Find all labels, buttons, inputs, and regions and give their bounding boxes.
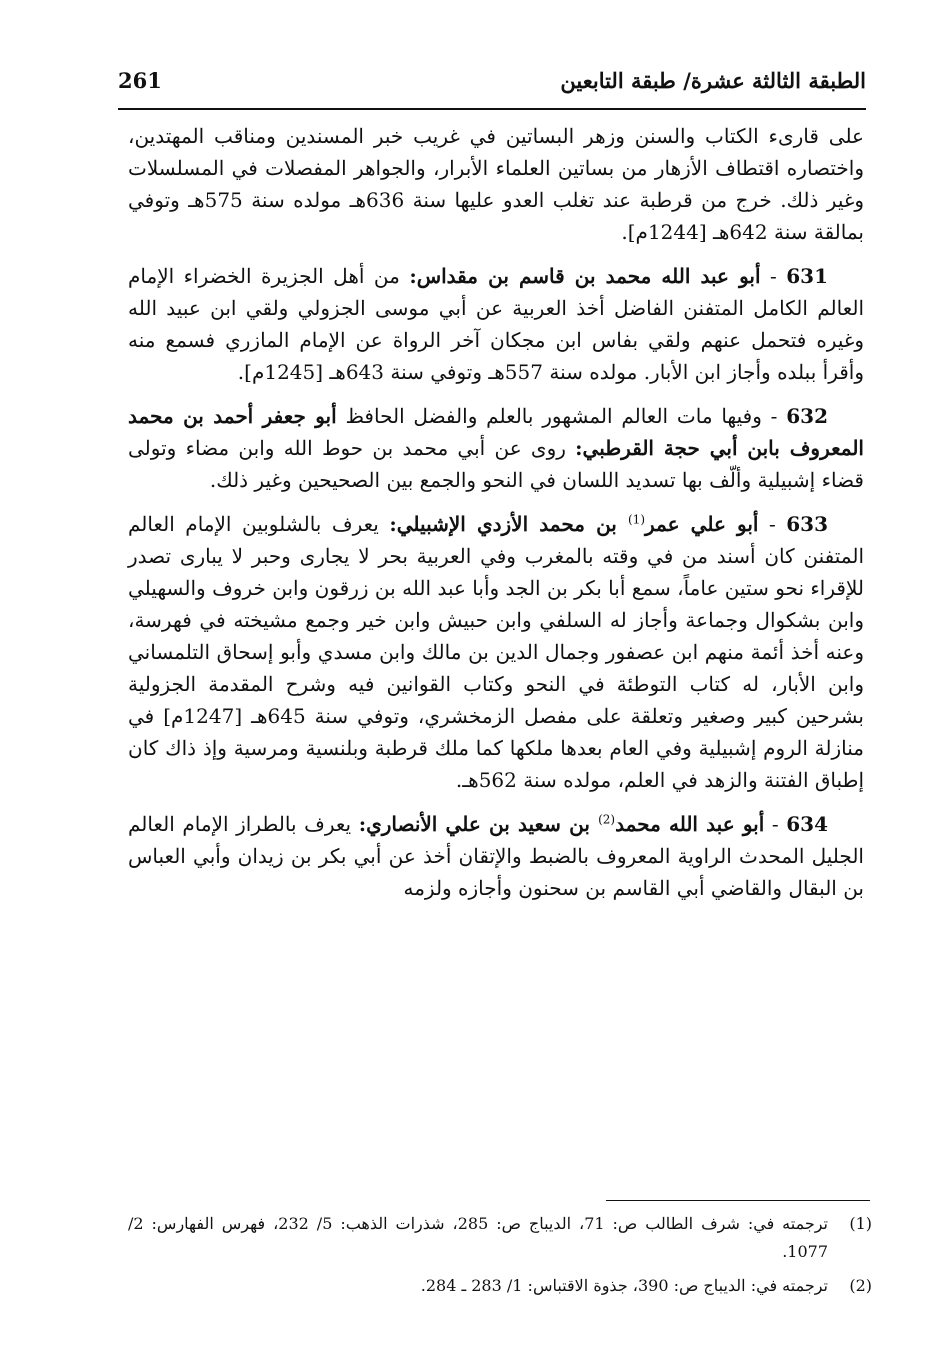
entry-text: من أهل الجزيرة الخضراء الإمام العالم الكامل المتفنن الفاضل أخذ العربية عن أبي موسى الجزولي ولقي ابن عبيد الله وغيره فتحمل عنهم ولقي بفاس ابن مجكان آخر الرواة عن الإمام المازري فسمع منه وأقرأ ببلده وأجاز ابن الأبار. مولده سنة 557هـ وتوفي سنة 643هـ [1245م]. (128, 264, 864, 384)
main-text (128, 120, 864, 916)
footnote-text: ترجمته في: الديباج ص: 390، جذوة الاقتباس: 1/ 283 ـ 284. (420, 1276, 828, 1295)
entry-634 (128, 808, 864, 904)
entry-name: أبو جعفر أحمد بن محمد المعروف بابن أبي حجة القرطبي: (128, 404, 864, 460)
chapter-title: الطبقة الثالثة عشرة/ طبقة التابعين (560, 68, 866, 93)
entry-dash: - (760, 264, 787, 288)
entry-name: أبو علي عمر (645, 512, 759, 536)
footnotes (128, 1210, 872, 1306)
entry-text: يعرف بالطراز الإمام العالم الجليل المحدث الراوية المعروف بالضبط والإتقان أخذ عن أبي بكر بن زيدان وأبي العباس بن البقال والقاضي أبي القاسم بن سحنون وأجازه ولزمه (128, 812, 864, 900)
header-rule (118, 108, 866, 110)
entry-number: 631 (786, 264, 829, 288)
footnote-text: ترجمته في: شرف الطالب ص: 71، الديباج ص: 285، شذرات الذهب: 5/ 232، فهرس الفهارس: 2/ 1077. (128, 1214, 829, 1261)
entry-pretext: وفيها مات العالم المشهور بالعلم والفضل الحافظ (336, 404, 762, 428)
paragraph-text: على قارىء الكتاب والسنن وزهر البساتين في غريب خبر المسندين ومناقب المهتدين، واختصاره اقتطاف الأزهار من بساتين العلماء الأبرار، والجواهر المفصلات في المسلسلات وغير ذلك. خرج من قرطبة عند تغلب العدو عليها سنة 636هـ مولده سنة 575هـ وتوفي بمالقة سنة 642هـ [1244م]. (128, 124, 864, 244)
footnote-1 (128, 1210, 872, 1266)
entry-number: 634 (786, 812, 828, 836)
paragraph-continuation (128, 120, 864, 248)
footnote-reference-1: (1) (627, 512, 645, 527)
entry-dash: - (764, 812, 787, 836)
entry-number: 632 (786, 404, 828, 428)
footnote-2 (128, 1272, 872, 1300)
entry-name: أبو عبد الله محمد (615, 812, 765, 836)
running-header (118, 62, 866, 102)
entry-text: يعرف بالشلوبين الإمام العالم المتفنن كان أسند من في وقته بالمغرب وفي العربية بحر لا يجارى وحبر لا يبارى تصدر للإقراء نحو ستين عاماً، سمع أبا بكر بن الجد وأبا عبد الله بن زرقون وابن خروف والسهيلي وابن بشكوال وجماعة وأجاز له السلفي وابن حبيش وابن خير وجمع مشيخته في فهرسة، وعنه أخذ أئمة منهم ابن عصفور وجمال الدين بن مالك وابن مسدي وأبو إسحاق التلمساني وابن الأبار، له كتاب التوطئة في النحو وكتاب القوانين فيه وشرح المقدمة الجزولية بشرحين كبير وصغير وتعلقة على مفصل الزمخشري، وتوفي سنة 645هـ [1247م] في منازلة الروم إشبيلية وفي العام بعدها ملكها كما ملك قرطبة وبلنسية ومرسية وإذ ذاك كان إطباق الفتنة والزهد في العلم، مولده سنة 562هـ. (128, 512, 864, 792)
entry-dash: - (761, 404, 787, 428)
entry-633 (128, 508, 864, 796)
entry-text: روى عن أبي محمد بن حوط الله وابن مضاء وتولى قضاء إشبيلية وألّف بها تسديد اللسان في النحو والجمع بين الصحيحين وغير ذلك. (128, 436, 864, 492)
entry-name-continued: بن سعيد بن علي الأنصاري: (358, 812, 599, 836)
footnote-label: (1) (849, 1214, 872, 1233)
entry-632 (128, 400, 864, 496)
entry-name-continued: بن محمد الأزدي الإشبيلي: (389, 512, 628, 536)
footnote-reference-2: (2) (598, 812, 616, 827)
page-number: 261 (118, 68, 162, 93)
footnote-separator (606, 1200, 870, 1201)
entry-dash: - (758, 512, 787, 536)
entry-number: 633 (786, 512, 828, 536)
entry-name: أبو عبد الله محمد بن قاسم بن مقداس: (409, 264, 761, 288)
entry-631 (128, 260, 864, 388)
footnote-label: (2) (849, 1276, 872, 1295)
